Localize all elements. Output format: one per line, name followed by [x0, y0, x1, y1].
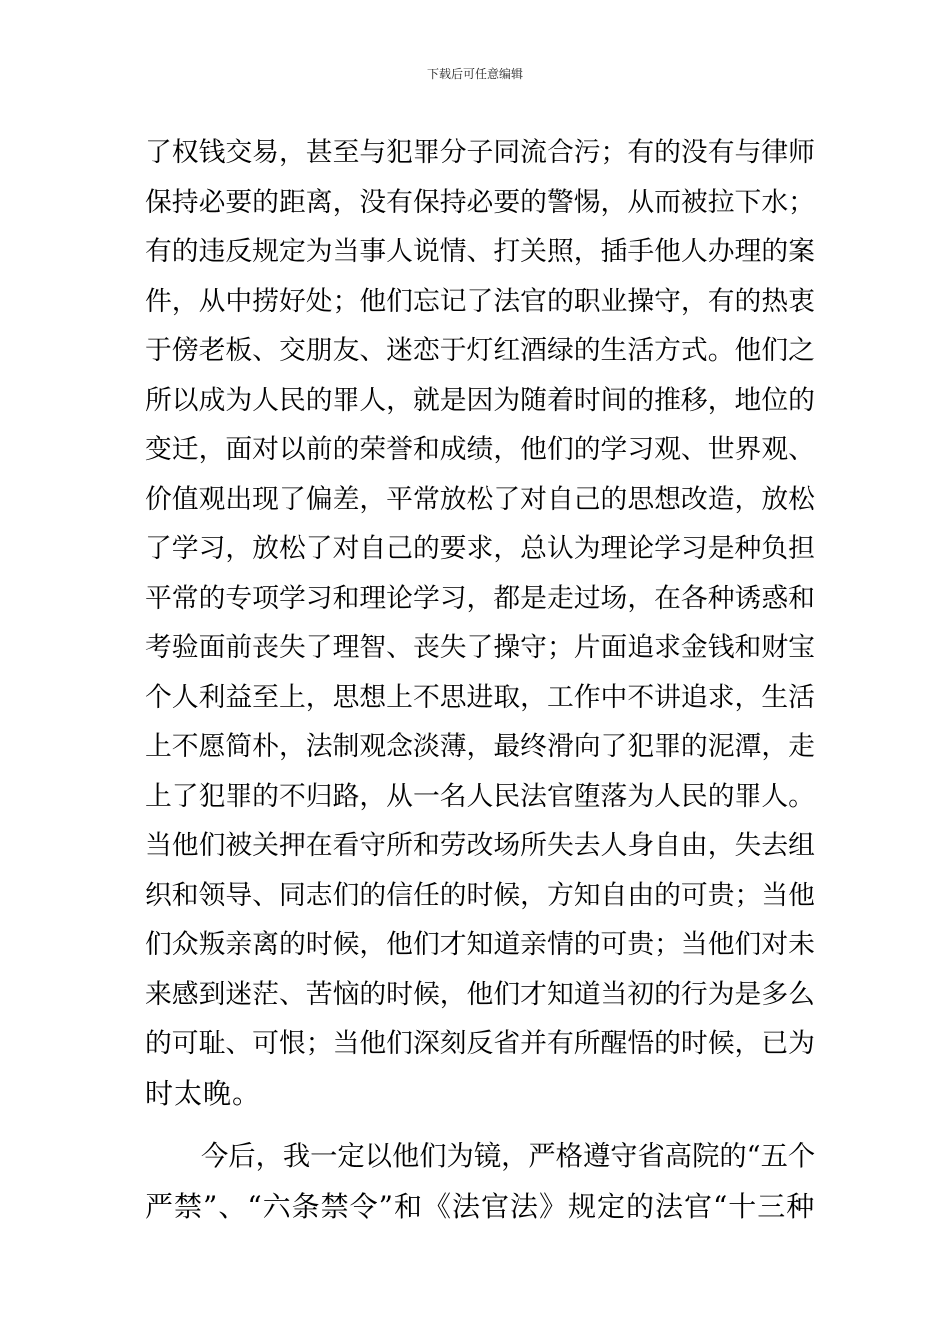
text-line: 所以成为人民的罪人，就是因为随着时间的推移，地位的 [145, 384, 815, 416]
text-line: 上了犯罪的不归路，从一名人民法官堕落为人民的罪人。 [145, 780, 815, 812]
document-body [145, 128, 815, 1231]
text-line: 件，从中捞好处；他们忘记了法官的职业操守，有的热衷 [145, 285, 815, 317]
text-line: 平常的专项学习和理论学习，都是走过场，在各种诱惑和 [145, 582, 815, 614]
paragraph-spacer [145, 1118, 815, 1132]
text-line: 变迁，面对以前的荣誉和成绩，他们的学习观、世界观、 [145, 434, 815, 465]
text-line: 时太晚。 [145, 1076, 262, 1110]
text-line: 有的违反规定为当事人说情、打关照，插手他人办理的案 [145, 236, 815, 267]
paragraph-2 [145, 1132, 815, 1231]
text-line: 的可耻、可恨；当他们深刻反省并有所醒悟的时候，已为 [145, 1028, 815, 1059]
text-line: 们众叛亲离的时候，他们才知道亲情的可贵；当他们对未 [145, 929, 815, 960]
text-line: 当他们被关押在看守所和劳改场所失去人身自由，失去组 [145, 830, 815, 861]
text-line: 价值观出现了偏差，平常放松了对自己的思想改造，放松 [145, 483, 815, 515]
text-line: 考验面前丧失了理智、丧失了操守；片面追求金钱和财宝 [145, 632, 815, 663]
paragraph-1 [145, 128, 815, 1118]
text-line: 了学习，放松了对自己的要求，总认为理论学习是种负担 [145, 533, 815, 564]
text-line: 严禁”、“六条禁令”和《法官法》规定的法官“十三种 [145, 1189, 816, 1223]
page-header: 下载后可任意编辑 [426, 67, 523, 81]
text-line: 了权钱交易，甚至与犯罪分子同流合污；有的没有与律师 [145, 137, 815, 168]
text-line: 个人利益至上，思想上不思进取，工作中不讲追求，生活 [145, 681, 815, 713]
text-line: 上不愿简朴，法制观念淡薄，最终滑向了犯罪的泥潭，走 [145, 731, 815, 762]
text-line: 今后，我一定以他们为镜，严格遵守省高院的“五个 [201, 1141, 816, 1172]
text-line: 来感到迷茫、苦恼的时候，他们才知道当初的行为是多么 [145, 978, 815, 1010]
text-line: 织和领导、同志们的信任的时候，方知自由的可贵；当他 [145, 879, 815, 911]
text-line: 保持必要的距离，没有保持必要的警惕，从而被拉下水； [145, 186, 815, 218]
text-line: 于傍老板、交朋友、迷恋于灯红酒绿的生活方式。他们之 [145, 335, 815, 366]
